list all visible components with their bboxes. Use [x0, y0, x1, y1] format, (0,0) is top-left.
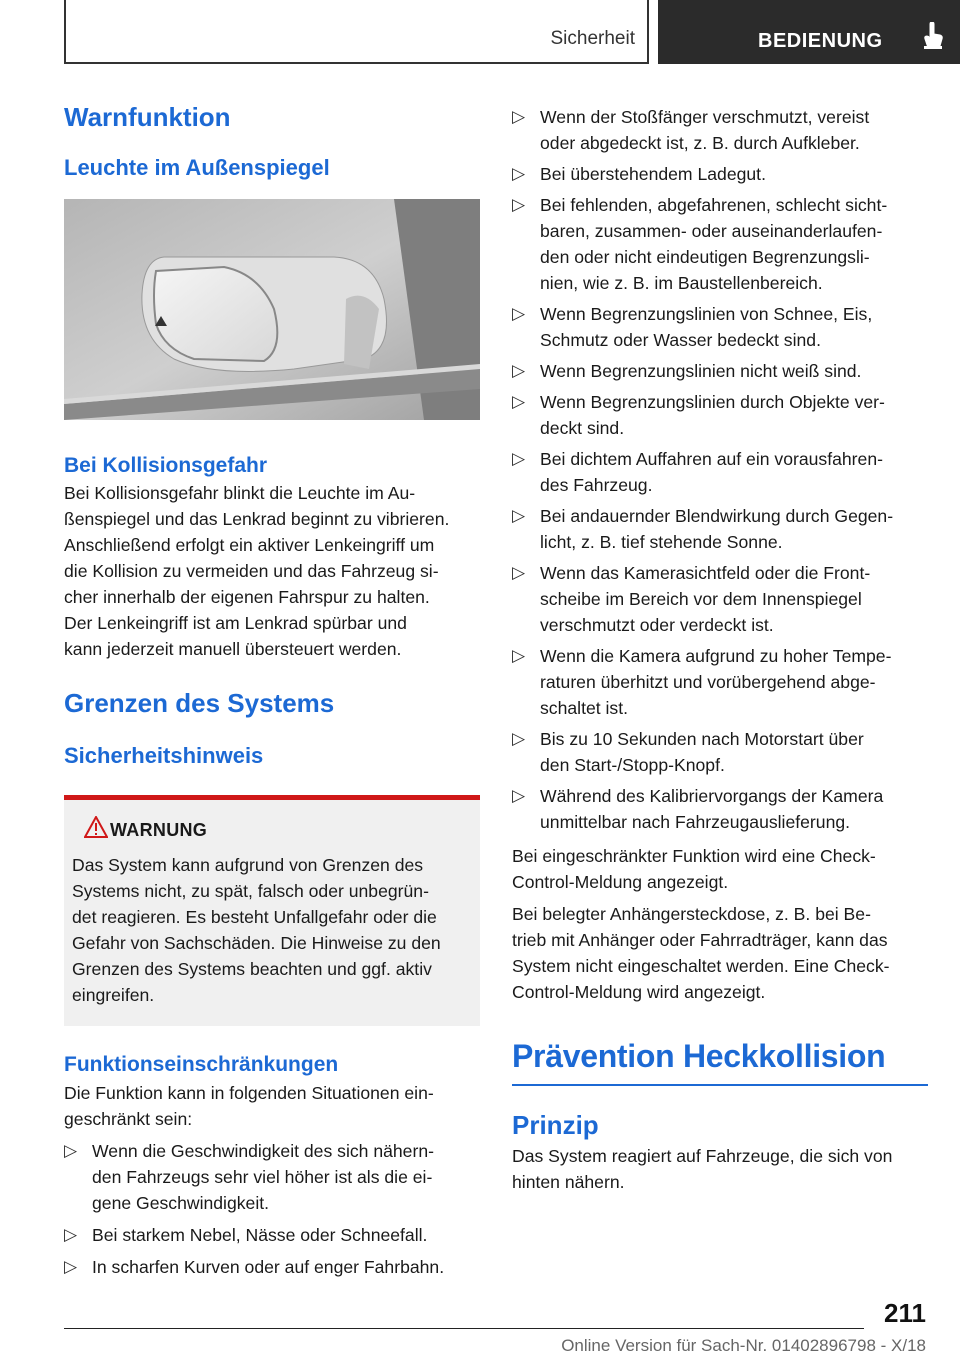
text-line: hinten nähern. [512, 1172, 625, 1193]
list-item [512, 389, 928, 441]
text-line: raturen überhitzt und vorübergehend abge‐ [540, 672, 876, 692]
text-line: Die Funktion kann in folgenden Situationen ein‐ [64, 1082, 434, 1103]
text-line: Gefahr von Sachschäden. Die Hinweise zu den [72, 933, 441, 954]
warning-box [64, 795, 480, 1026]
right-bullet-list [512, 104, 928, 835]
text-line: Control-Meldung angezeigt. [512, 872, 729, 892]
text-line: In scharfen Kurven oder auf enger Fahrbahn. [92, 1256, 445, 1277]
header-section-box [64, 0, 649, 64]
text-line: Control-Meldung wird angezeigt. [512, 982, 766, 1002]
text-line: nien, wie z. B. im Baustellenbereich. [540, 273, 823, 293]
text-line: Wenn die Geschwindigkeit des sich nähern‐ [92, 1140, 434, 1161]
warning-title: WARNUNG [110, 820, 208, 841]
triangle-bullet-icon: ▷ [512, 563, 526, 582]
paragraph-prinzip [512, 1143, 928, 1195]
hand-pointer-icon [922, 22, 944, 50]
list-item [512, 643, 928, 721]
tab-bedienung[interactable] [658, 0, 960, 64]
text-line: kann jederzeit manuell übersteuert werden. [64, 638, 402, 659]
tab-label: BEDIENUNG [758, 30, 883, 52]
list-item [512, 560, 928, 638]
text-line: Grenzen des Systems beachten und ggf. aktiv [72, 959, 432, 980]
text-line: Das System reagiert auf Fahrzeuge, die sich von [512, 1146, 893, 1167]
list-item [512, 446, 928, 498]
heading-warnfunktion: Warnfunktion [64, 102, 231, 132]
triangle-bullet-icon: ▷ [64, 1256, 78, 1276]
list-item [512, 301, 928, 353]
triangle-bullet-icon: ▷ [512, 392, 526, 411]
text-line: oder abgedeckt ist, z. B. durch Aufkleber. [540, 133, 860, 153]
right-column [512, 104, 928, 1195]
text-line: Bei andauernder Blendwirkung durch Gegen‐ [540, 506, 894, 526]
section-title: Sicherheit [550, 28, 635, 49]
text-line: Bei Kollisionsgefahr blinkt die Leuchte im Au‐ [64, 482, 416, 503]
page-header [64, 0, 960, 64]
text-line: Bei dichtem Auffahren auf ein vorausfahren‐ [540, 449, 883, 469]
heading-funktionseinschraenkungen: Funktionseinschränkungen [64, 1053, 339, 1077]
list-item [512, 358, 928, 384]
list-item [64, 1138, 480, 1216]
text-line: deckt sind. [540, 418, 625, 438]
text-line: Das System kann aufgrund von Grenzen des [72, 855, 424, 876]
footer-text: Online Version für Sach-Nr. 01402896798 - X/18 [561, 1336, 926, 1355]
text-line: Bei belegter Anhängersteckdose, z. B. bei Be‐ [512, 904, 871, 924]
text-line: ßenspiegel und das Lenkrad beginnt zu vibrieren. [64, 508, 450, 529]
triangle-bullet-icon: ▷ [512, 646, 526, 665]
text-line: Der Lenkeingriff ist am Lenkrad spürbar und [64, 612, 407, 633]
triangle-bullet-icon: ▷ [512, 729, 526, 748]
text-line: den Start-/Stopp-Knopf. [540, 755, 725, 775]
text-line: des Fahrzeug. [540, 475, 653, 495]
text-line: scheibe im Bereich vor dem Innenspiegel [540, 589, 862, 609]
text-line: Wenn Begrenzungslinien durch Objekte ver‐ [540, 392, 885, 412]
warning-text [72, 852, 470, 1008]
text-line: Bis zu 10 Sekunden nach Motorstart über [540, 729, 864, 749]
text-line: Bei starkem Nebel, Nässe oder Schneefall. [92, 1224, 428, 1245]
list-item [512, 104, 928, 156]
text-line: Bei eingeschränkter Funktion wird eine Check- [512, 846, 876, 866]
text-line: den Fahrzeugs sehr viel höher ist als die ei‐ [92, 1166, 433, 1187]
paragraph-check-control [512, 843, 928, 895]
text-line: Schmutz oder Wasser bedeckt sind. [540, 330, 821, 350]
text-line: eingreifen. [72, 985, 155, 1006]
mirror-figure [64, 199, 480, 420]
list-item [512, 783, 928, 835]
list-item [512, 192, 928, 296]
triangle-bullet-icon: ▷ [512, 107, 526, 126]
warning-triangle-icon [84, 816, 108, 838]
text-line: verschmutzt oder verdeckt ist. [540, 615, 774, 635]
text-line: Bei überstehendem Ladegut. [540, 164, 766, 184]
left-column [64, 96, 480, 1280]
text-line: Wenn das Kamerasichtfeld oder die Front‐ [540, 563, 871, 583]
list-item [512, 726, 928, 778]
triangle-bullet-icon: ▷ [64, 1140, 78, 1160]
text-line: Bei fehlenden, abgefahrenen, schlecht sicht‐ [540, 195, 888, 215]
warning-header [72, 820, 470, 844]
text-line: den oder nicht eindeutigen Begrenzungsli‐ [540, 247, 870, 267]
triangle-bullet-icon: ▷ [512, 164, 526, 183]
text-line: licht, z. B. tief stehende Sonne. [540, 532, 783, 552]
footer-rule [64, 1328, 864, 1329]
text-line: unmittelbar nach Fahrzeugauslieferung. [540, 812, 851, 832]
text-line: Systems nicht, zu spät, falsch oder unbegrün‐ [72, 881, 429, 902]
left-bullet-list [64, 1138, 480, 1280]
triangle-bullet-icon: ▷ [512, 786, 526, 805]
title-rule [512, 1084, 928, 1086]
heading-praevention: Prävention Heckkollision [512, 1038, 886, 1074]
heading-leuchte: Leuchte im Außenspiegel [64, 155, 330, 181]
heading-sicherheitshinweis: Sicherheitshinweis [64, 742, 264, 768]
text-line: trieb mit Anhänger oder Fahrradträger, kann das [512, 930, 888, 950]
text-line: schaltet ist. [540, 698, 629, 718]
page-number: 211 [884, 1298, 926, 1328]
triangle-bullet-icon: ▷ [64, 1224, 78, 1244]
text-line: geschränkt sein: [64, 1108, 193, 1129]
list-item [64, 1254, 480, 1280]
paragraph-kollision [64, 480, 480, 662]
triangle-bullet-icon: ▷ [512, 449, 526, 468]
text-line: cher innerhalb der eigenen Fahrspur zu halten. [64, 586, 430, 607]
text-line: System nicht eingeschaltet werden. Eine Check- [512, 956, 890, 976]
text-line: Wenn die Kamera aufgrund zu hoher Tempe‐ [540, 646, 892, 666]
text-line: Anschließend erfolgt ein aktiver Lenkeingriff um [64, 534, 435, 555]
text-line: baren, zusammen- oder auseinanderlaufen‐ [540, 221, 883, 241]
side-mirror-illustration [64, 199, 480, 420]
text-line: Während des Kalibriervorgangs der Kamera [540, 786, 884, 806]
heading-grenzen: Grenzen des Systems [64, 687, 335, 718]
text-line: Wenn Begrenzungslinien nicht weiß sind. [540, 361, 862, 381]
list-item [512, 503, 928, 555]
triangle-bullet-icon: ▷ [512, 506, 526, 525]
text-line: die Kollision zu vermeiden und das Fahrzeug si‐ [64, 560, 439, 581]
heading-prinzip: Prinzip [512, 1110, 599, 1141]
triangle-bullet-icon: ▷ [512, 304, 526, 323]
text-line: Wenn der Stoßfänger verschmutzt, vereist [540, 107, 870, 127]
text-line: det reagieren. Es besteht Unfallgefahr oder die [72, 907, 437, 928]
paragraph-anhaenger [512, 901, 928, 1005]
triangle-bullet-icon: ▷ [512, 195, 526, 214]
paragraph-funktion [64, 1080, 480, 1132]
heading-kollisionsgefahr: Bei Kollisionsgefahr [64, 453, 268, 477]
text-line: gene Geschwindigkeit. [92, 1192, 270, 1213]
triangle-bullet-icon: ▷ [512, 361, 526, 380]
list-item [64, 1222, 480, 1248]
list-item [512, 161, 928, 187]
text-line: Wenn Begrenzungslinien von Schnee, Eis, [540, 304, 873, 324]
